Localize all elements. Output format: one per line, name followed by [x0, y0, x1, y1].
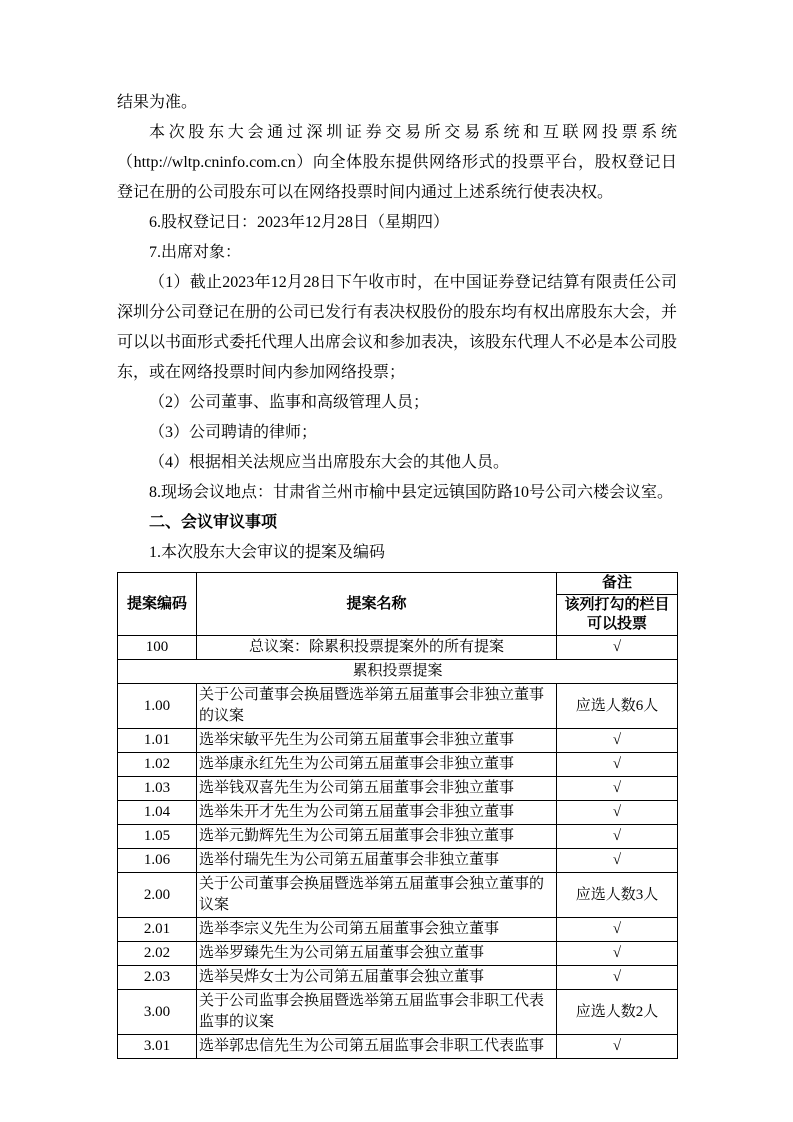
proposal-note-cell: 应选人数2人 [557, 990, 678, 1035]
paragraph-attendees-4: （4）根据相关法规应当出席股东大会的其他人员。 [149, 454, 510, 471]
proposal-code-cell: 1.03 [118, 777, 197, 801]
proposal-code-cell: 1.05 [118, 825, 197, 849]
table-row [118, 918, 678, 942]
proposal-note-cell: √ [557, 801, 678, 825]
proposal-code-cell: 100 [118, 636, 197, 660]
proposal-name-cell: 选举郭忠信先生为公司第五届监事会非职工代表监事 [197, 1035, 557, 1059]
paragraph-record-date: 6.股权登记日：2023年12月28日（星期四） [149, 214, 450, 231]
proposal-note-cell: √ [557, 966, 678, 990]
table-row [118, 753, 678, 777]
table-row [118, 849, 678, 873]
table-caption: 1.本次股东大会审议的提案及编码 [149, 544, 386, 561]
proposal-code-cell: 2.01 [118, 918, 197, 942]
proposal-name-cell: 选举钱双喜先生为公司第五届董事会非独立董事 [197, 777, 557, 801]
proposal-code-cell: 2.02 [118, 942, 197, 966]
table-row [118, 825, 678, 849]
proposal-note-cell: √ [557, 918, 678, 942]
col-header-proposal-code: 提案编码 [118, 573, 197, 636]
table-row [118, 942, 678, 966]
note-sub-line1: 该列打勾的栏目 [564, 597, 670, 613]
proposal-note-cell: √ [557, 729, 678, 753]
proposal-note-cell: √ [557, 825, 678, 849]
proposal-name-cell: 选举罗臻先生为公司第五届董事会独立董事 [197, 942, 557, 966]
proposal-name-cell: 选举李宗义先生为公司第五届董事会独立董事 [197, 918, 557, 942]
proposal-note-cell: √ [557, 849, 678, 873]
col-header-note: 备注 [557, 573, 678, 595]
col-header-note-sub [557, 595, 678, 636]
proposal-name-cell: 选举朱开才先生为公司第五届董事会非独立董事 [197, 801, 557, 825]
table-row [118, 873, 678, 918]
table-row [118, 990, 678, 1035]
proposal-name-cell: 关于公司董事会换届暨选举第五届董事会独立董事的议案 [197, 873, 557, 918]
proposal-note-cell: √ [557, 636, 678, 660]
proposal-name-cell: 选举吴烨女士为公司第五届董事会独立董事 [197, 966, 557, 990]
paragraph-attendees-2: （2）公司董事、监事和高级管理人员； [149, 394, 430, 411]
proposal-code-cell: 2.00 [118, 873, 197, 918]
proposal-note-cell: √ [557, 1035, 678, 1059]
proposal-code-cell: 3.01 [118, 1035, 197, 1059]
section-heading-agenda: 二、会议审议事项 [149, 514, 278, 531]
proposal-code-cell: 1.06 [118, 849, 197, 873]
note-sub-line2: 可以投票 [586, 616, 647, 632]
col-header-proposal-name: 提案名称 [197, 573, 557, 636]
paragraph-attendees-title: 7.出席对象： [149, 244, 242, 261]
table-header-row-1 [118, 573, 678, 595]
table-row [118, 1035, 678, 1059]
proposal-code-cell: 2.03 [118, 966, 197, 990]
table-row [118, 684, 678, 729]
paragraph-meeting-location: 8.现场会议地点：甘肃省兰州市榆中县定远镇国防路10号公司六楼会议室。 [149, 484, 674, 501]
proposal-code-cell: 1.04 [118, 801, 197, 825]
paragraph-voting-platform: 本次股东大会通过深圳证券交易所交易系统和互联网投票系统（http://wltp.cninfo.com.cn）向全体股东提供网络形式的投票平台，股权登记日登记在册的公司股东可以在网络投票时间内通过上述系统行使表决权。 [117, 124, 677, 201]
proposal-name-cell: 选举宋敏平先生为公司第五届董事会非独立董事 [197, 729, 557, 753]
proposal-name-cell: 选举康永红先生为公司第五届董事会非独立董事 [197, 753, 557, 777]
proposal-note-cell: 应选人数6人 [557, 684, 678, 729]
table-row [118, 801, 678, 825]
proposal-code-cell: 3.00 [118, 990, 197, 1035]
proposal-code-cell: 1.02 [118, 753, 197, 777]
proposal-note-cell: √ [557, 777, 678, 801]
table-row [118, 777, 678, 801]
proposal-note-cell: 应选人数3人 [557, 873, 678, 918]
proposal-code-cell: 1.00 [118, 684, 197, 729]
proposal-code-cell: 1.01 [118, 729, 197, 753]
paragraph-attendees-1: （1）截止2023年12月28日下午收市时，在中国证券登记结算有限责任公司深圳分公司登记在册的公司已发行有表决权股份的股东均有权出席股东大会，并可以以书面形式委托代理人出席会议和参加表决，该股东代理人不必是本公司股东，或在网络投票时间内参加网络投票； [117, 274, 678, 381]
proposal-name-cell: 总议案：除累积投票提案外的所有提案 [197, 636, 557, 660]
proposals-table [117, 572, 678, 1059]
proposal-note-cell: √ [557, 753, 678, 777]
paragraph-continuation: 结果为准。 [117, 94, 198, 111]
proposal-name-cell: 关于公司董事会换届暨选举第五届董事会非独立董事的议案 [197, 684, 557, 729]
proposal-name-cell: 选举元勤辉先生为公司第五届董事会非独立董事 [197, 825, 557, 849]
table-row [118, 729, 678, 753]
table-row-general [118, 636, 678, 660]
table-section-row [118, 660, 678, 684]
proposal-name-cell: 选举付瑞先生为公司第五届董事会非独立董事 [197, 849, 557, 873]
cumulative-voting-section-cell: 累积投票提案 [118, 660, 678, 684]
proposal-name-cell: 关于公司监事会换届暨选举第五届监事会非职工代表监事的议案 [197, 990, 557, 1035]
table-row [118, 966, 678, 990]
proposal-note-cell: √ [557, 942, 678, 966]
paragraph-attendees-3: （3）公司聘请的律师； [149, 424, 318, 441]
